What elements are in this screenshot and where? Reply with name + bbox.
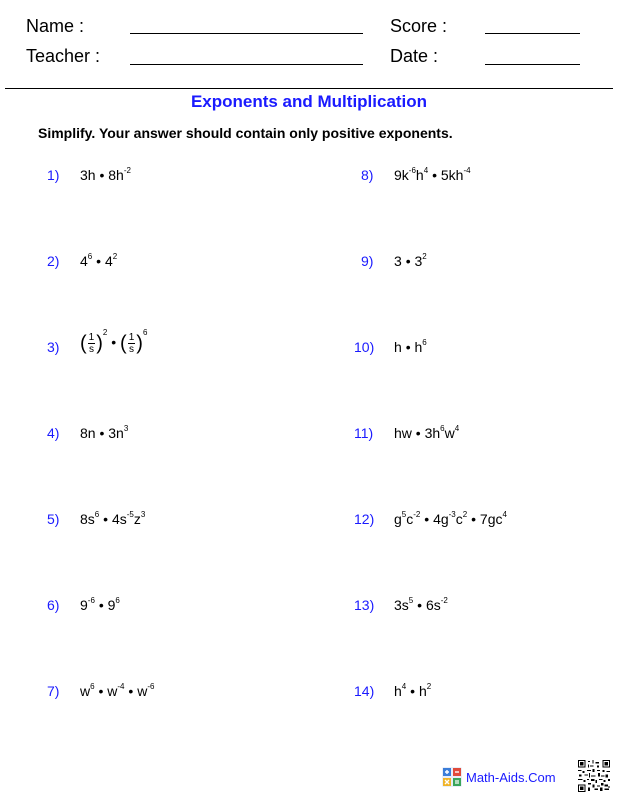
- problem-number: 14): [354, 683, 375, 699]
- worksheet-title: Exponents and Multiplication: [190, 92, 428, 111]
- problem-expression: $3s^5$ • $6s^{-2}$: [394, 596, 448, 613]
- name-label: Name :: [26, 16, 85, 36]
- problem-number: 7): [47, 683, 60, 699]
- qr-code-icon: [578, 760, 610, 792]
- problem-expression: $w^6$ • $w^{-4}$ • $w^{-6}$: [80, 682, 155, 699]
- fraction: $\frac{1}{s}$: [88, 332, 95, 355]
- teacher-line: [130, 64, 363, 65]
- problem-number: 5): [47, 511, 60, 527]
- problem-expression: $4^6$ • $4^2$: [80, 252, 118, 269]
- problem-number: 4): [47, 425, 60, 441]
- fraction: $\frac{1}{s}$: [128, 332, 135, 355]
- problem-number: 9): [361, 253, 374, 269]
- problem-expression: $9k^{-6}h^4$ • $5kh^{-4}$: [394, 166, 471, 183]
- problem-number: 11): [354, 425, 374, 441]
- date-line: [485, 64, 580, 65]
- problem-expression: $8s^6$ • $4s^{-5}z^3$: [80, 510, 146, 527]
- date-label: Date :: [390, 46, 439, 66]
- score-label: Score :: [390, 16, 448, 36]
- problem-expression: h • $h^6$: [394, 338, 427, 355]
- problem-number: 2): [47, 253, 60, 269]
- math-aids-logo-icon: [442, 767, 462, 787]
- instructions: Simplify. Your answer should contain only positive exponents.: [38, 125, 453, 141]
- problem-number: 1): [47, 167, 60, 183]
- name-line: [130, 33, 363, 34]
- problem-number: 13): [354, 597, 375, 613]
- problem-number: 12): [354, 511, 375, 527]
- teacher-label: Teacher :: [26, 46, 101, 66]
- problem-expression: ( $\frac{1}{s}$ )$^2$ • ( $\frac{1}{s}$ )$^6$: [80, 328, 148, 355]
- problem-expression: $h^4$ • $h^2$: [394, 682, 432, 699]
- header-divider: [5, 88, 613, 89]
- problem-number: 8): [361, 167, 374, 183]
- problem-number: 6): [47, 597, 60, 613]
- problem-expression: 3 • $3^2$: [394, 252, 427, 269]
- brand-link[interactable]: Math-Aids.Com: [466, 770, 556, 785]
- problem-expression: 8n • $3n^3$: [80, 424, 129, 441]
- problem-number: 3): [47, 339, 60, 355]
- problem-expression: 3h • $8h^{-2}$: [80, 166, 131, 183]
- problem-expression: $9^{-6}$ • $9^6$: [80, 596, 120, 613]
- score-line: [485, 33, 580, 34]
- problem-expression: hw • $3h^6w^4$: [394, 424, 460, 441]
- problem-number: 10): [354, 339, 375, 355]
- problem-expression: $g^5c^{-2}$ • $4g^{-3}c^2$ • $7gc^4$: [394, 510, 507, 527]
